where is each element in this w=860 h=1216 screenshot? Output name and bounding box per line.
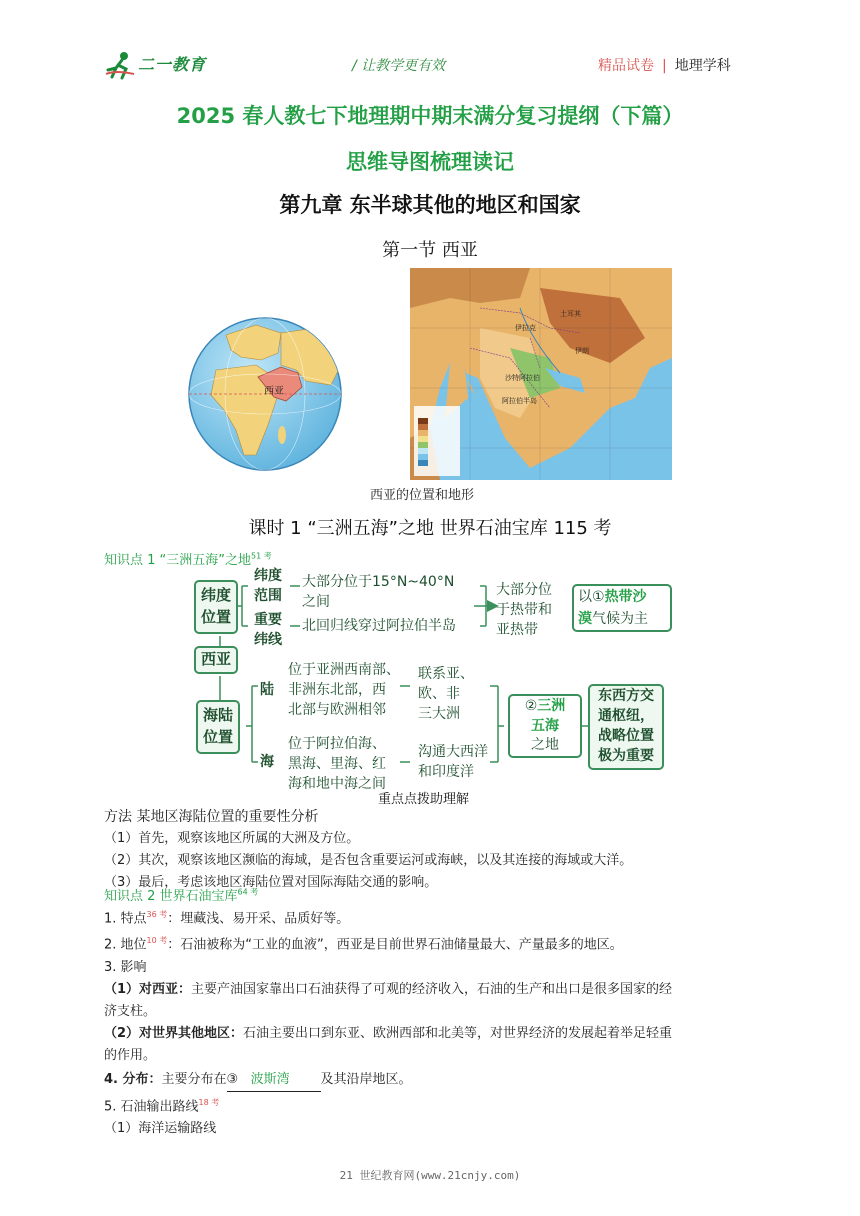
mindmap-note: 重点点拨助理解 [378, 792, 470, 807]
p3-2-title: （2）对世界其他地区： [104, 1025, 244, 1041]
p4-fill: 波斯湾 [250, 1071, 290, 1087]
p1-count: 36 考 [146, 910, 168, 919]
topographic-map [410, 268, 672, 480]
method-item-3: （3）最后，考虑该地区海陆位置对国际海陆交通的影响。 [104, 875, 438, 890]
zone-text: 大部分位 于热带和 亚热带 [496, 582, 552, 638]
method-item-2: （2）其次，观察该地区濒临的海域，是否包含重要运河或海峡，以及其连接的海域或大洋。 [104, 853, 633, 868]
answer1-fill: 热带沙 [604, 589, 647, 605]
globe-map [186, 315, 344, 473]
tag-subject: 地理学科 [674, 58, 731, 74]
kp2-count: 64 考 [237, 887, 259, 897]
answer2-fill2: 五海 [531, 718, 559, 734]
p1-title: 1. 特点 [104, 911, 147, 927]
line-label: 重要 纬线 [254, 612, 282, 648]
node-latitude-position-text: 纬度 位置 [200, 586, 231, 626]
range-text: 大部分位于15°N~40°N 之间 [302, 574, 455, 610]
kp2-content [104, 904, 768, 1140]
answer1-fill2: 漠 [578, 611, 592, 627]
p3-1-text: 主要产油国家靠出口石油获得了可观的经济收入，石油的生产和出口是很多国家的经 [191, 981, 673, 997]
map-label-1: 伊朗 [575, 347, 589, 355]
answer-box-2 [508, 694, 582, 758]
node-west-asia-text: 西亚 [200, 650, 231, 668]
p4-pre: 主要分布在 [161, 1071, 227, 1087]
kp2-heading [104, 885, 258, 904]
sea-link: 沟通大西洋 和印度洋 [418, 744, 488, 780]
answer1-num: ① [592, 589, 605, 605]
topo-graphic [410, 268, 672, 480]
map-label-3: 沙特阿拉伯 [505, 374, 540, 382]
logo-text: 二一教育 [138, 55, 207, 74]
kp2-label: 知识点 2 世界石油宝库 [104, 889, 238, 904]
node-sea-land-position [196, 700, 240, 754]
node-west-asia [194, 646, 238, 674]
p2-title: 2. 地位 [104, 937, 147, 953]
kp2-point-3-1 [104, 979, 768, 1001]
range-label: 纬度 范围 [254, 568, 282, 604]
kp1-count: 51 考 [251, 551, 272, 561]
p5-title: 5. 石油输出路线 [104, 1098, 199, 1114]
mind-map [190, 566, 680, 792]
footer: 21 世纪教育网(www.21cnjy.com) [339, 1169, 521, 1182]
logo [104, 50, 224, 80]
method-title: 方法 某地区海陆位置的重要性分析 [104, 809, 319, 825]
kp2-point-3-2 [104, 1023, 768, 1045]
map-label-0: 土耳其 [560, 310, 581, 318]
globe-graphic [186, 315, 344, 473]
node-importance [588, 684, 664, 770]
line-text: 北回归线穿过阿拉伯半岛 [302, 618, 456, 634]
section-title: 第一节 西亚 [382, 240, 478, 261]
answer1-suffix: 气候为主 [592, 611, 648, 627]
kp2-point-2 [104, 930, 768, 956]
map-label-2: 伊拉克 [515, 324, 536, 332]
kp2-point-5 [104, 1092, 768, 1118]
answer2-fill: 三洲 [537, 698, 566, 714]
p5-count: 18 考 [198, 1097, 220, 1107]
map-label-4: 阿拉伯半岛 [502, 397, 537, 405]
main-title: 2025 春人教七下地理期中期末满分复习提纲（下篇） [176, 104, 684, 128]
tag-separator: | [662, 58, 667, 74]
node-latitude-position [194, 580, 238, 634]
chapter-title: 第九章 东半球其他的地区和国家 [279, 193, 581, 217]
method-item-1: （1）首先，观察该地区所属的大洲及方位。 [104, 831, 360, 846]
kp2-point-5-1: （1）海洋运输路线 [104, 1120, 217, 1136]
method-block [104, 806, 764, 894]
p4-title: 4. 分布： [104, 1071, 162, 1087]
node-sea-land-text: 海陆 位置 [202, 706, 233, 746]
land-label: 陆 [260, 682, 274, 698]
kp2-point-4 [104, 1069, 768, 1092]
globe-label: 西亚 [264, 386, 284, 397]
header-tags [598, 55, 731, 75]
p2-count: 10 考 [146, 936, 168, 946]
map-caption: 西亚的位置和地形 [370, 488, 475, 503]
sea-text: 位于阿拉伯海、 黑海、里海、红 海和地中海之间 [288, 736, 386, 792]
tag-quality: 精品试卷 [598, 58, 654, 74]
p3-2-text: 石油主要出口到东亚、欧洲西部和北美等，对世界经济的发展起着举足轻重 [243, 1025, 673, 1041]
p4-post: 及其沿岸地区。 [320, 1071, 412, 1087]
p4-num: ③ [226, 1071, 239, 1087]
land-text: 位于亚洲西南部、 非洲东北部，西 北部与欧洲相邻 [288, 662, 400, 718]
topo-legend [414, 406, 460, 476]
runner-logo-icon [104, 50, 138, 80]
lesson-title: 课时 1 “三洲五海”之地 世界石油宝库 115 考 [248, 518, 612, 539]
node-importance-text: 东西方交 通枢纽， 战略位置 极为重要 [598, 688, 654, 764]
answer-box-1 [572, 584, 672, 632]
p2-text: ：石油被称为“工业的血液”，西亚是目前世界石油储量最大、产量最多的地区。 [167, 937, 623, 953]
kp2-point-3: 3. 影响 [104, 959, 147, 975]
p3-1-title: （1）对西亚： [104, 981, 192, 997]
sea-label: 海 [260, 754, 274, 770]
kp2-point-3-1-cont: 济支柱。 [104, 1003, 157, 1019]
p4-blank [227, 1069, 321, 1092]
kp2-point-1 [104, 904, 768, 930]
land-link: 联系亚、 欧、非 三大洲 [418, 666, 474, 722]
answer2-suffix: 之地 [531, 737, 559, 753]
sub-title: 思维导图梳理读记 [346, 150, 514, 174]
answer2-num: ② [524, 698, 538, 714]
slogan: / 让教学更有效 [352, 58, 446, 74]
kp1-label: 知识点 1 “三洲五海”之地 [104, 553, 252, 568]
kp2-point-3-2-cont: 的作用。 [104, 1047, 157, 1063]
answer1-prefix: 以 [578, 589, 592, 605]
p1-text: ：埋藏浅、易开采、品质好等。 [167, 911, 350, 927]
